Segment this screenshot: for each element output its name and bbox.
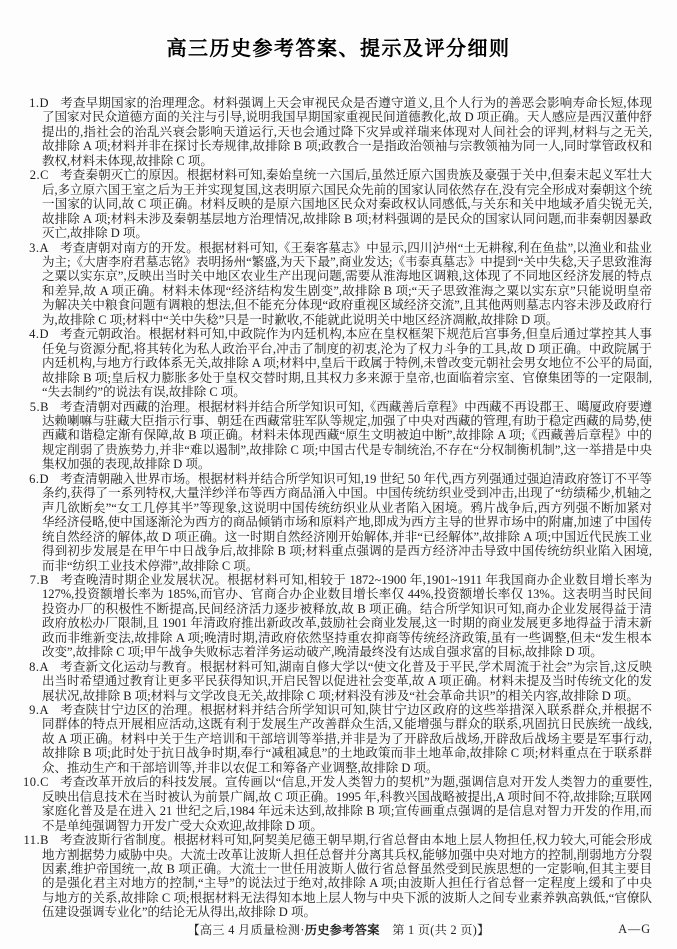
answer-item-4 <box>29 327 652 400</box>
answer-number: 11.B <box>23 833 49 848</box>
footer-caption <box>0 921 677 938</box>
answer-number: 3.A <box>29 240 49 255</box>
answer-item-10 <box>23 775 652 833</box>
answer-item-11 <box>23 833 652 920</box>
footer-exam-name: 【高三 4 月质量检测· <box>187 923 305 937</box>
answer-item-1 <box>29 96 652 168</box>
answer-number: 8.A <box>29 659 49 674</box>
answer-number: 7.B <box>29 572 49 587</box>
footer-version-code: A—G <box>618 922 651 936</box>
answer-text: 考查波斯行省制度。根据材料可知,阿契美尼德王朝早期,行省总督由本地上层人物担任,权力较大,可能会形成地方割据势力威胁中央。大流士改革让波斯人担任总督并分离其兵权,能够加强中央对地方的控制,削弱地方分裂因素,维护帝国统一,故 B 项正确。大流士一世任用波斯人做行省总督虽然受到民族思想的一定影响,但其主要目的是强化君主对地方的控制,“主导”的说法过于绝对,故排除 A 项;由波斯人担任行省总督一定程度上缓和了中央与地方的关系,故排除 C 项;根据材料无法得知本地上层人物与中央下派的波斯人之间专业素养孰高孰低,“官僚队伍建设强调专业化”的结论无从得出,故排除 D 项。 <box>42 833 652 920</box>
answer-text: 考查清朝对西藏的治理。根据材料并结合所学知识可知,《西藏善后章程》中西藏不再设郡王、噶厦政府要遵达赖喇嘛与驻藏大臣指示行事、朝廷在西藏常驻军队等规定,加强了中央对西藏的管理,有助于稳定西藏的局势,使西藏和谐稳定渐有保障,故 B 项正确。材料未体现西藏“原生文明被迫中断”,故排除 A 项;《西藏善后章程》中的规定削弱了贵族势力,并非“难以遏制”,故排除 C 项;中国古代是专制统治,不存在“分权制衡机制”,这一举措是中央集权加强的表现,故排除 D 项。 <box>42 399 652 472</box>
answers-list <box>0 96 652 920</box>
answer-text: 考查清朝融入世界市场。根据材料并结合所学知识可知,19 世纪 50 年代,西方列强通过强迫清政府签订不平等条约,获得了一系列特权,大量洋纱洋布等西方商品涌入中国。中国传统纺织业受到冲击,出现了“纺绩稀少,机轴之声几欲断矣”“女工几停其半”等现象,这说明中国传统纺织业从业者陷入困境。鸦片战争后,西方列强不断加紧对华经济侵略,使中国逐渐沦为西方的商品倾销市场和原料产地,即成为西方主导的世界市场中的附庸,加速了中国传统自然经济的解体,故 D 项正确。这一时期自然经济刚开始解体,并非“已经解体”,故排除 A 项;中国近代民族工业得到初步发展是在甲午中日战争后,故排除 B 项;材料重点强调的是西方经济冲击导致中国传统纺织业陷入困境,而非“纺织工业技术停滞”,故排除 C 项。 <box>42 471 652 573</box>
answer-item-7 <box>29 572 652 660</box>
answer-item-8 <box>29 659 652 703</box>
answer-number: 10.C <box>23 775 49 790</box>
answer-text: 考查改革开放后的科技发展。宣传画以“信息,开发人类智力的契机”为题,强调信息对开发人类智力的重要性,反映出信息技术在当时被认为前景广阔,故 C 项正确。1995 年,科教兴国战略被提出,A 项时间不符,故排除;互联网家庭化普及是在进入 21 世纪之后,1984 年远未达到,故排除 B 项;宣传画重点强调的是信息对智力开发的作用,而不是单纯强调智力开发广受大众欢迎,故排除 D 项。 <box>42 775 652 833</box>
answer-number: 2.C <box>29 168 49 183</box>
page-title: 高三历史参考答案、提示及评分细则 <box>166 38 511 60</box>
answer-item-2 <box>29 168 652 241</box>
answer-text: 考查唐朝对南方的开发。根据材料可知,《王秦客墓志》中显示,四川泸州“土无耕稼,利在鱼盐”,以渔业和盐业为主;《大唐李府君墓志铭》表明扬州“繁盛,为天下最”,商业发达;《韦泰真墓志》中提到“关中失稔,天子思致淮海之粟以实东京”,反映出当时关中地区农业生产出现问题,需要从淮海地区调粮,这体现了不同地区经济发展的特点和差异,故 A 项正确。材料未体现“经济结构发生剧变”,故排除 B 项;“天子思致淮海之粟以实东京”只能说明皇帝为解决关中粮食问题有调粮的想法,但不能充分体现“政府重视区域经济交流”,且其他两则墓志内容未涉及政府行为,故排除 C 项;材料中“关中失稔”只是一时歉收,不能就此说明关中地区经济凋敝,故排除 D 项。 <box>42 240 652 327</box>
answer-text: 考查早期国家的治理理念。材料强调上天会审视民众是否遵守道义,且个人行为的善恶会影响寿命长短,体现了国家对民众道德方面的关注与引导,说明我国早期国家重视民间道德教化,故 D 项正确。天人感应是西汉董仲舒提出的,指社会的治乱兴衰会影响天道运行,天也会通过降下灾异或祥瑞来体现对人间社会的评判,材料与之无关,故排除 A 项;材料并非在探讨长寿规律,故排除 B 项;政教合一是指政治领袖与宗教领袖为同一人,同时掌管政权和教权,材料未体现,故排除 C 项。 <box>42 96 652 168</box>
answer-number: 1.D <box>29 96 49 110</box>
answer-item-9 <box>29 703 652 775</box>
answer-number: 5.B <box>29 399 49 414</box>
answer-number: 4.D <box>29 327 49 342</box>
page-footer <box>0 921 677 938</box>
answer-number: 9.A <box>29 703 49 718</box>
footer-page-number: 第 1 页(共 2 页)】 <box>379 923 490 937</box>
answer-item-5 <box>29 399 652 472</box>
answer-text: 考查新文化运动与教育。根据材料可知,湖南自修大学以“使文化普及于平民,学术周流于社会”为宗旨,这反映出当时希望通过教育让更多平民获得知识,开启民智以促进社会变革,故 A 项正确。材料未提及当时传统文化的发展状况,故排除 B 项;材料与文学改良无关,故排除 C 项;材料没有涉及“社会革命共识”的相关内容,故排除 D 项。 <box>42 659 652 703</box>
answer-text: 考查陕甘宁边区的治理。根据材料并结合所学知识可知,陕甘宁边区政府的这些举措深入联系群众,并根据不同群体的特点开展相应活动,这既有利于发展生产改善群众生活,又能增强与群众的联系,巩固抗日民族统一战线,故 A 项正确。材料中关于生产培训和干部培训等举措,并非是为了开辟敌后战场,开辟敌后战场主要是军事行动,故排除 B 项;此时处于抗日战争时期,奉行“减租减息”的土地政策而非土地革命,故排除 C 项;材料重点在于联系群众、推动生产和干部培训等,并非以农促工和筹备产业调整,故排除 D 项。 <box>42 703 652 775</box>
answer-text: 考查秦朝灭亡的原因。根据材料可知,秦始皇统一六国后,虽然迁原六国贵族及豪强于关中,但秦末起义军壮大后,多立原六国王室之后为王并实现复国,这表明原六国民众先前的国家认同依然存在,没有完全形成对秦朝这个统一国家的认同,故 C 项正确。材料反映的是原六国地区民众对秦政权认同感低,与关东和关中地域矛盾尖锐无关,故排除 A 项;材料未涉及秦朝基层地方治理情况,故排除 B 项;材料强调的是民众的国家认同问题,而非秦朝因暴政灭亡,故排除 D 项。 <box>42 168 652 241</box>
answer-text: 考查元朝政治。根据材料可知,中政院作为内廷机构,本应在皇权框架下规范后宫事务,但皇后通过掌控其人事任免与资源分配,将其转化为私人政治平台,冲击了制度的初衷,沦为了权力斗争的工具,故 D 项正确。中政院属于内廷机构,与地方行政体系无关,故排除 A 项;材料中,皇后干政属于特例,未曾改变元朝社会男女地位不公平的局面,故排除 B 项;皇后权力膨胀多处于皇权交替时期,且其权力多来源于皇帝,也面临着宗室、官僚集团等的一定限制,“失去制约”的说法有误,故排除 C 项。 <box>42 327 652 400</box>
footer-subject: 历史参考答案 <box>304 923 380 937</box>
answer-item-6 <box>29 471 652 573</box>
answer-number: 6.D <box>29 471 49 486</box>
answer-text: 考查晚清时期企业发展状况。根据材料可知,相较于 1872~1900 年,1901~1911 年我国商办企业数目增长率为 127%,投资额增长率为 185%,而官办、官商合办企业数目增长率仅 44%,投资额增长率仅 13%。这表明当时民间投资办厂的积极性不断提高,民间经济活力逐步被释放,故 B 项正确。结合所学知识可知,商办企业发展得益于清政府放松办厂限制,且 1901 年清政府推出新政改革,鼓励社会商业发展,这一时期的商业发展更多地得益于清末新政而非维新变法,故排除 A 项;晚清时期,清政府依然坚持重农抑商等传统经济政策,虽有一些调整,但未“发生根本改变”,故排除 C 项;甲午战争失败标志着洋务运动破产,晚清最终没有达成自强求富的目标,故排除 D 项。 <box>42 572 652 660</box>
answer-item-3 <box>29 240 652 328</box>
